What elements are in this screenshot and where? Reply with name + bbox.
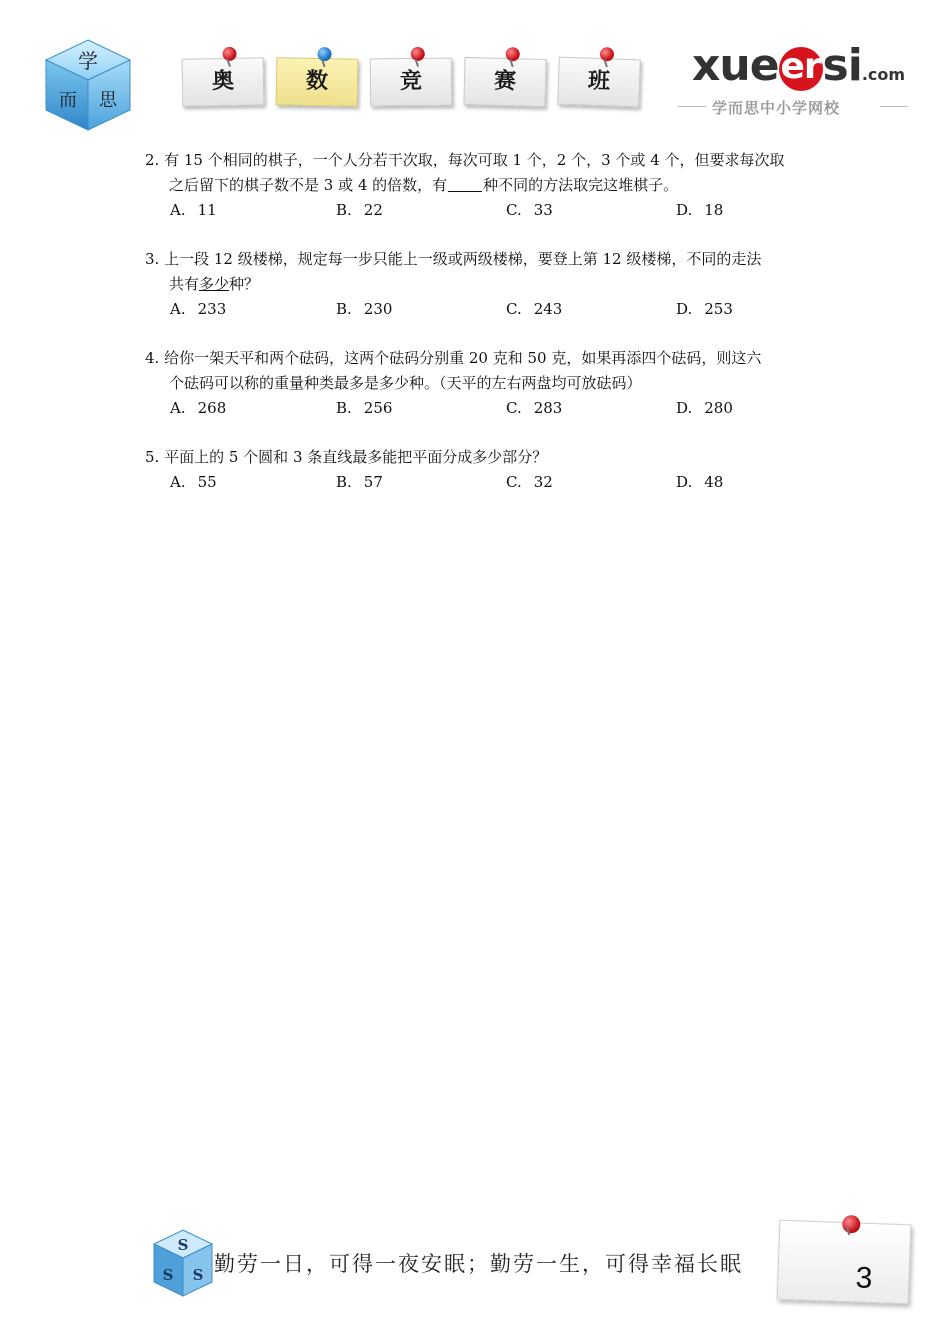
brand-pre: xue — [692, 40, 779, 91]
brand-circle: er — [779, 47, 823, 91]
option-a[interactable] — [170, 470, 217, 495]
option-value: 233 — [197, 300, 227, 318]
question-list — [145, 148, 815, 519]
option-c[interactable] — [506, 198, 553, 223]
brand-rule-right — [880, 106, 908, 107]
option-value: 256 — [363, 399, 393, 417]
option-value: 18 — [704, 201, 724, 219]
banner-tile-jing — [370, 58, 452, 107]
option-label: C. — [506, 201, 522, 219]
option-c[interactable] — [506, 396, 562, 421]
question-number: 5. — [145, 448, 160, 466]
option-value: 280 — [704, 399, 733, 417]
brand-suffix: .com — [861, 65, 906, 84]
option-c[interactable] — [506, 470, 553, 495]
blue-pin-icon — [317, 47, 331, 61]
question-text: 种不同的方法取完这堆棋子。 — [483, 176, 679, 194]
option-label: B. — [336, 399, 352, 417]
page-number-note — [777, 1220, 912, 1305]
option-label: B. — [336, 201, 352, 219]
option-value: 283 — [533, 399, 563, 417]
option-label: A. — [170, 201, 186, 219]
option-value: 253 — [704, 300, 733, 318]
option-value: 230 — [363, 300, 393, 318]
question-text-line — [145, 173, 815, 198]
red-pin-icon — [842, 1215, 861, 1234]
banner-tile-ban — [557, 57, 641, 108]
banner-tile-sai — [463, 57, 546, 107]
banner-tile-ao — [182, 57, 265, 106]
question-text: 上一段 12 级楼梯，规定每一步只能上一级或两级楼梯，要登上第 12 级楼梯，不同的走法 — [164, 250, 762, 268]
question-5 — [145, 445, 815, 495]
question-text: 给你一架天平和两个砝码，这两个砝码分别重 20 克和 50 克，如果再添四个砝码，则这六 — [164, 349, 762, 367]
option-label: A. — [170, 473, 186, 491]
xueersi-brand-logo — [692, 40, 922, 115]
option-value: 22 — [363, 201, 383, 219]
brand-subtitle-row — [678, 97, 918, 117]
banner-tile-label: 数 — [305, 68, 329, 95]
cube-letter-top: S — [177, 1236, 189, 1254]
logo-char-left: 而 — [59, 90, 77, 111]
logo-char-right: 思 — [99, 90, 117, 111]
option-value: 32 — [533, 473, 553, 491]
option-value: 268 — [197, 399, 227, 417]
question-2 — [145, 148, 815, 223]
question-text: 平面上的 5 个圆和 3 条直线最多能把平面分成多少部分？ — [164, 448, 548, 466]
banner-sticky-notes — [178, 48, 648, 118]
option-value: 57 — [363, 473, 383, 491]
option-label: D. — [676, 473, 693, 491]
option-a[interactable] — [170, 198, 217, 223]
page-number: 3 — [855, 1261, 874, 1295]
question-3 — [145, 247, 815, 322]
option-value: 243 — [533, 300, 563, 318]
question-text-line — [145, 445, 815, 470]
option-label: C. — [506, 300, 522, 318]
option-d[interactable] — [676, 396, 733, 421]
question-4 — [145, 346, 815, 421]
option-d[interactable] — [676, 198, 723, 223]
banner-tile-label: 奥 — [211, 68, 235, 95]
cube-letter-left: S — [162, 1266, 174, 1284]
question-number: 4. — [145, 349, 160, 367]
question-text-line — [145, 148, 815, 173]
question-text-line — [145, 346, 815, 371]
red-pin-icon — [411, 47, 425, 61]
option-d[interactable] — [676, 470, 723, 495]
question-text: 种？ — [229, 275, 260, 293]
footer-motto: 勤劳一日，可得一夜安眠；勤劳一生，可得幸福长眠 — [214, 1252, 743, 1276]
question-text: 有 15 个相同的棋子，一个人分若干次取，每次可取 1 个，2 个，3 个或 4 个，但要求每次取 — [164, 151, 785, 169]
option-a[interactable] — [170, 396, 226, 421]
question-number: 3. — [145, 250, 160, 268]
question-text-line — [145, 371, 815, 396]
option-b[interactable] — [336, 396, 392, 421]
brand-subtitle: 学而思中小学网校 — [712, 99, 841, 117]
brand-post: si — [822, 40, 862, 91]
option-value: 55 — [197, 473, 217, 491]
options-row — [145, 297, 815, 322]
option-label: A. — [170, 300, 186, 318]
options-row — [145, 470, 815, 495]
option-d[interactable] — [676, 297, 733, 322]
option-value: 33 — [533, 201, 553, 219]
cube-letter-right: S — [192, 1266, 204, 1284]
sss-cube-icon — [152, 1228, 214, 1298]
question-number: 2. — [145, 151, 160, 169]
option-label: D. — [676, 399, 693, 417]
question-text-line — [145, 272, 815, 297]
brand-rule-left — [678, 106, 706, 107]
red-pin-icon — [600, 47, 614, 61]
option-value: 48 — [704, 473, 724, 491]
option-label: C. — [506, 473, 522, 491]
option-label: D. — [676, 201, 693, 219]
option-label: C. — [506, 399, 522, 417]
underlined-text: 多少 — [199, 275, 230, 293]
banner-tile-label: 竞 — [399, 68, 423, 95]
option-a[interactable] — [170, 297, 226, 322]
option-value: 11 — [197, 201, 217, 219]
option-c[interactable] — [506, 297, 562, 322]
option-b[interactable] — [336, 470, 383, 495]
option-b[interactable] — [336, 198, 383, 223]
question-text-line — [145, 247, 815, 272]
option-label: A. — [170, 399, 186, 417]
options-row — [145, 198, 815, 223]
red-pin-icon — [222, 47, 236, 61]
banner-tile-shu — [276, 57, 359, 106]
option-label: B. — [336, 300, 352, 318]
question-text: 之后留下的棋子数不是 3 或 4 的倍数，有 — [169, 176, 448, 194]
question-text: 个砝码可以称的重量种类最多是多少种。（天平的左右两盘均可放砝码） — [169, 374, 642, 392]
xueersi-cube-logo — [44, 38, 132, 132]
option-b[interactable] — [336, 297, 392, 322]
options-row — [145, 396, 815, 421]
option-label: D. — [676, 300, 693, 318]
brand-wordmark — [692, 40, 905, 101]
red-pin-icon — [506, 47, 520, 61]
banner-tile-label: 赛 — [493, 68, 517, 95]
banner-tile-label: 班 — [587, 68, 611, 95]
answer-blank — [448, 177, 482, 192]
question-text: 共有 — [169, 275, 200, 293]
option-label: B. — [336, 473, 352, 491]
logo-char-top: 学 — [78, 49, 98, 73]
